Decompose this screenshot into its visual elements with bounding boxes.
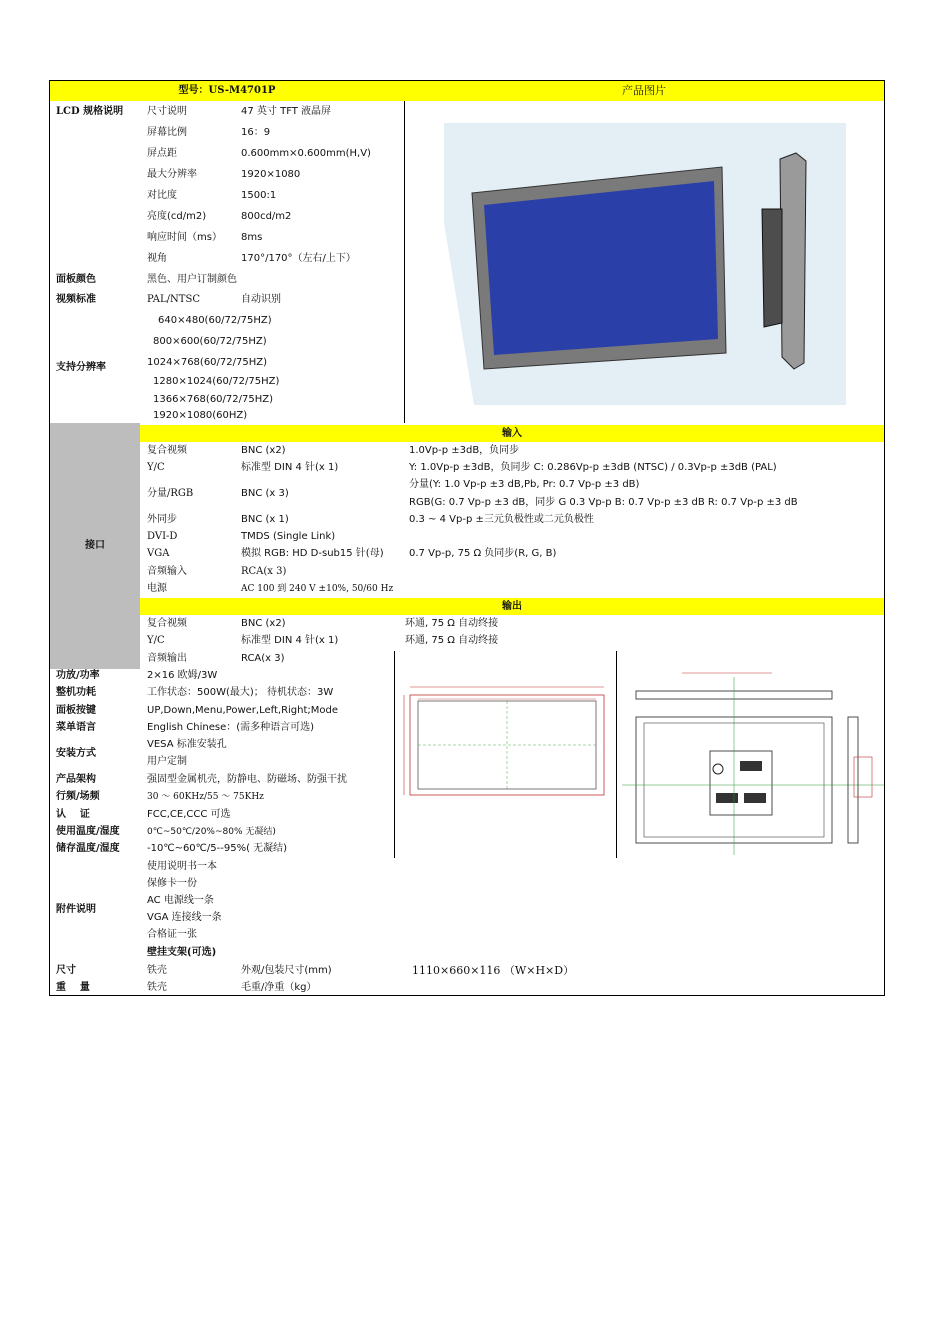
input-key: DVI-D [147,531,178,542]
input-desc: 1.0Vp-p ±3dB，负同步 [409,445,520,456]
weight-key: 铁壳 [147,982,167,993]
misc-value-2: 用户定制 [147,756,187,767]
accessory-item: 保修卡一份 [147,878,197,889]
misc-label: 安装方式 [56,748,96,759]
input-key: 外同步 [147,514,177,525]
output-type: 标准型 DIN 4 针(x 1) [241,635,339,646]
misc-value: 0℃~50℃/20%~80% 无凝结) [147,827,276,837]
input-type: 标准型 DIN 4 针(x 1) [241,462,339,473]
drawing-divider-left [394,651,395,858]
misc-label: 面板按键 [56,705,96,716]
mechanical-drawing-svg [622,657,884,855]
output-type: RCA(x 3) [241,653,285,664]
lcd-key: 尺寸说明 [147,106,187,117]
input-key: 分量/RGB [147,488,194,499]
lcd-value: 1500:1 [241,190,277,201]
size-label: 尺寸 [56,965,76,976]
misc-value: FCC,CE,CCC 可选 [147,809,231,820]
video-std-label: 视频标准 [56,294,96,305]
input-type: 模拟 RGB: HD D-sub15 针(母) [241,548,384,559]
input-type: BNC (x 1) [241,514,289,525]
misc-value: -10℃~60℃/5--95%( 无凝结) [147,843,288,854]
resolution-item: 1920×1080(60HZ) [153,410,248,421]
input-type: BNC (x2) [241,445,286,456]
upper-divider [404,101,405,423]
lcd-label: LCD 规格说明 [56,106,124,117]
model-title: 型号：US-M4701P [178,85,276,96]
size-key: 铁壳 [147,965,167,976]
interface-label: 接口 [85,540,105,551]
misc-value: UP,Down,Menu,Power,Left,Right;Mode [147,705,339,716]
lcd-key: 对比度 [147,190,177,201]
lcd-value: 1920×1080 [241,169,301,180]
input-type: RCA(x 3) [241,566,287,577]
lcd-key: 响应时间（ms） [147,232,222,243]
screen-icon [484,181,718,355]
lcd-key: 屏点距 [147,148,177,159]
lcd-value: 170°/170°（左右/上下） [241,253,356,264]
misc-label: 产品架构 [56,774,96,785]
output-key: 复合视频 [147,618,187,629]
mechanical-drawing [622,657,884,855]
resolution-item: 1280×1024(60/72/75HZ) [153,376,280,387]
misc-value: VESA 标准安装孔 [147,739,227,750]
drawing-divider-mid [616,651,617,858]
output-desc: 环通, 75 Ω 自动终接 [405,618,499,629]
accessory-item: 合格证一张 [147,929,197,940]
lcd-value: 800cd/m2 [241,211,292,222]
misc-value: 2×16 欧姆/3W [147,670,218,681]
misc-label: 行频/场频 [56,791,100,802]
input-desc: Y: 1.0Vp-p ±3dB，负同步 C: 0.286Vp-p ±3dB (NTSC) / 0.3Vp-p ±3dB (PAL) [409,462,777,473]
accessory-item: AC 电源线一条 [147,895,214,906]
input-type: TMDS (Single Link) [241,531,336,542]
input-desc-2: RGB(G: 0.7 Vp-p ±3 dB，同步 G 0.3 Vp-p B: 0.7 Vp-p ±3 dB R: 0.7 Vp-p ±3 dB [409,497,798,508]
output-key: Y/C [147,635,165,646]
misc-label: 使用温度/湿度 [56,826,120,837]
input-key: Y/C [147,462,165,473]
product-photo [444,123,846,405]
product-photo-svg [444,123,846,405]
misc-value: 工作状态：500W(最大)； 待机状态：3W [147,687,334,698]
resolution-item: 800×600(60/72/75HZ) [153,336,267,347]
misc-label: 功放/功率 [56,670,100,681]
size-type: 外观/包装尺寸(mm) [241,965,332,976]
resolution-item: 1366×768(60/72/75HZ) [153,394,273,405]
front-dimension-drawing [398,671,612,801]
front-drawing-svg [398,671,612,801]
input-title: 输入 [502,428,522,439]
lcd-key: 屏幕比例 [147,127,187,138]
accessories-label: 附件说明 [56,904,96,915]
misc-label: 认 证 [56,809,90,820]
weight-label: 重 量 [56,982,90,993]
misc-value: 强固型金属机壳，防静电、防磁场、防强干扰 [147,774,347,785]
input-key: 音频输入 [147,566,187,577]
output-key: 音频输出 [147,653,187,664]
panel-color-value: 黑色、用户订制颜色 [147,274,237,285]
lcd-key: 最大分辨率 [147,169,197,180]
weight-type: 毛重/净重（kg） [241,982,317,993]
misc-label: 储存温度/湿度 [56,843,120,854]
misc-value: English Chinese：(需多种语言可选) [147,722,315,733]
input-type: BNC (x 3) [241,488,289,499]
input-desc: 0.7 Vp-p, 75 Ω 负同步(R, G, B) [409,548,557,559]
input-key: VGA [147,548,170,559]
input-key: 复合视频 [147,445,187,456]
accessory-item: VGA 连接线一条 [147,912,222,923]
panel-color-label: 面板颜色 [56,274,96,285]
input-type: AC 100 到 240 V ±10%, 50/60 Hz [241,584,394,594]
resolution-item: 640×480(60/72/75HZ) [158,315,272,326]
lcd-value: 16：9 [241,127,271,138]
lcd-value: 0.600mm×0.600mm(H,V) [241,148,371,159]
output-desc: 环通, 75 Ω 自动终接 [405,635,499,646]
misc-value: 30 ～ 60KHz/55 ～ 75KHz [147,792,264,802]
misc-label: 整机功耗 [56,687,96,698]
size-value: 1110×660×116 （W×H×D） [412,964,575,977]
accessory-item: 使用说明书一本 [147,861,217,872]
input-desc: 0.3 ~ 4 Vp-p ±三元负极性或二元负极性 [409,514,594,525]
output-type: BNC (x2) [241,618,286,629]
input-desc: 分量(Y: 1.0 Vp-p ±3 dB,Pb, Pr: 0.7 Vp-p ±3 dB) [409,479,640,490]
resolution-item: 1024×768(60/72/75HZ) [147,357,267,368]
lcd-value: 47 英寸 TFT 液晶屏 [241,106,332,117]
input-key: 电源 [147,583,167,594]
video-std-value: 自动识别 [241,294,281,305]
resolution-label: 支持分辨率 [56,362,106,373]
accessory-item: 壁挂支架(可选) [147,947,217,958]
picture-title: 产品图片 [622,84,666,97]
video-std-key: PAL/NTSC [147,294,200,305]
lcd-value: 8ms [241,232,263,243]
output-title: 输出 [502,601,522,612]
lcd-key: 视角 [147,253,167,264]
misc-label: 菜单语言 [56,722,96,733]
spec-sheet [49,80,885,996]
lcd-key: 亮度(cd/m2) [147,211,207,222]
